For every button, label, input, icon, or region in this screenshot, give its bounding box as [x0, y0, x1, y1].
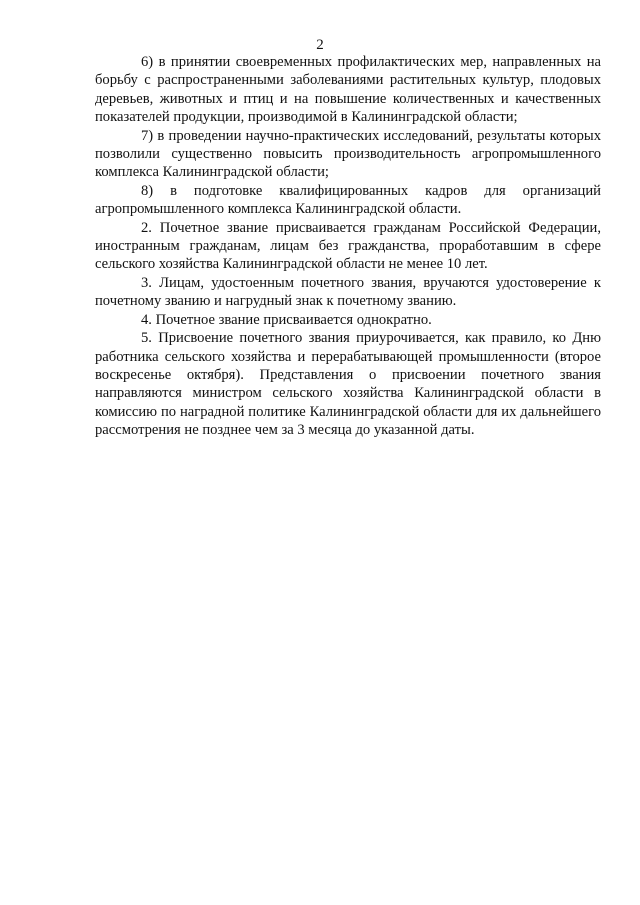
paragraph-item-7: 7) в проведении научно-практических исследований, результаты которых позволили существенно повысить производительность агропромышленного комплекса Калининградской области; — [95, 127, 601, 181]
paragraph-clause-2: 2. Почетное звание присваивается гражданам Российской Федерации, иностранным гражданам, лицам без гражданства, проработавшим в сфере сельского хозяйства Калининградской области не менее 10 лет. — [95, 219, 601, 273]
page-number: 2 — [316, 37, 324, 53]
paragraph-clause-3: 3. Лицам, удостоенным почетного звания, вручаются удостоверение к почетному званию и нагрудный знак к почетному званию. — [95, 274, 601, 310]
paragraph-item-8: 8) в подготовке квалифицированных кадров для организаций агропромышленного комплекса Калининградской области. — [95, 182, 601, 218]
paragraph-clause-4: 4. Почетное звание присваивается однократно. — [141, 311, 432, 328]
paragraph-clause-5: 5. Присвоение почетного звания приурочивается, как правило, ко Дню работника сельского хозяйства и перерабатывающей промышленности (второе воскресенье октября). Представления о присвоении почетного звания направляются министром сельского хозяйства Калининградской области в комиссию по наградной политике Калининградской области для их дальнейшего рассмотрения не позднее чем за 3 месяца до указанной даты. — [95, 330, 601, 439]
paragraph-item-6: 6) в принятии своевременных профилактических мер, направленных на борьбу с распространенными заболеваниями растительных культур, плодовых деревьев, животных и птиц и на повышение количественных и качественных показателей продукции, производимой в Калининградской области; — [95, 54, 601, 126]
document-body — [95, 53, 601, 440]
